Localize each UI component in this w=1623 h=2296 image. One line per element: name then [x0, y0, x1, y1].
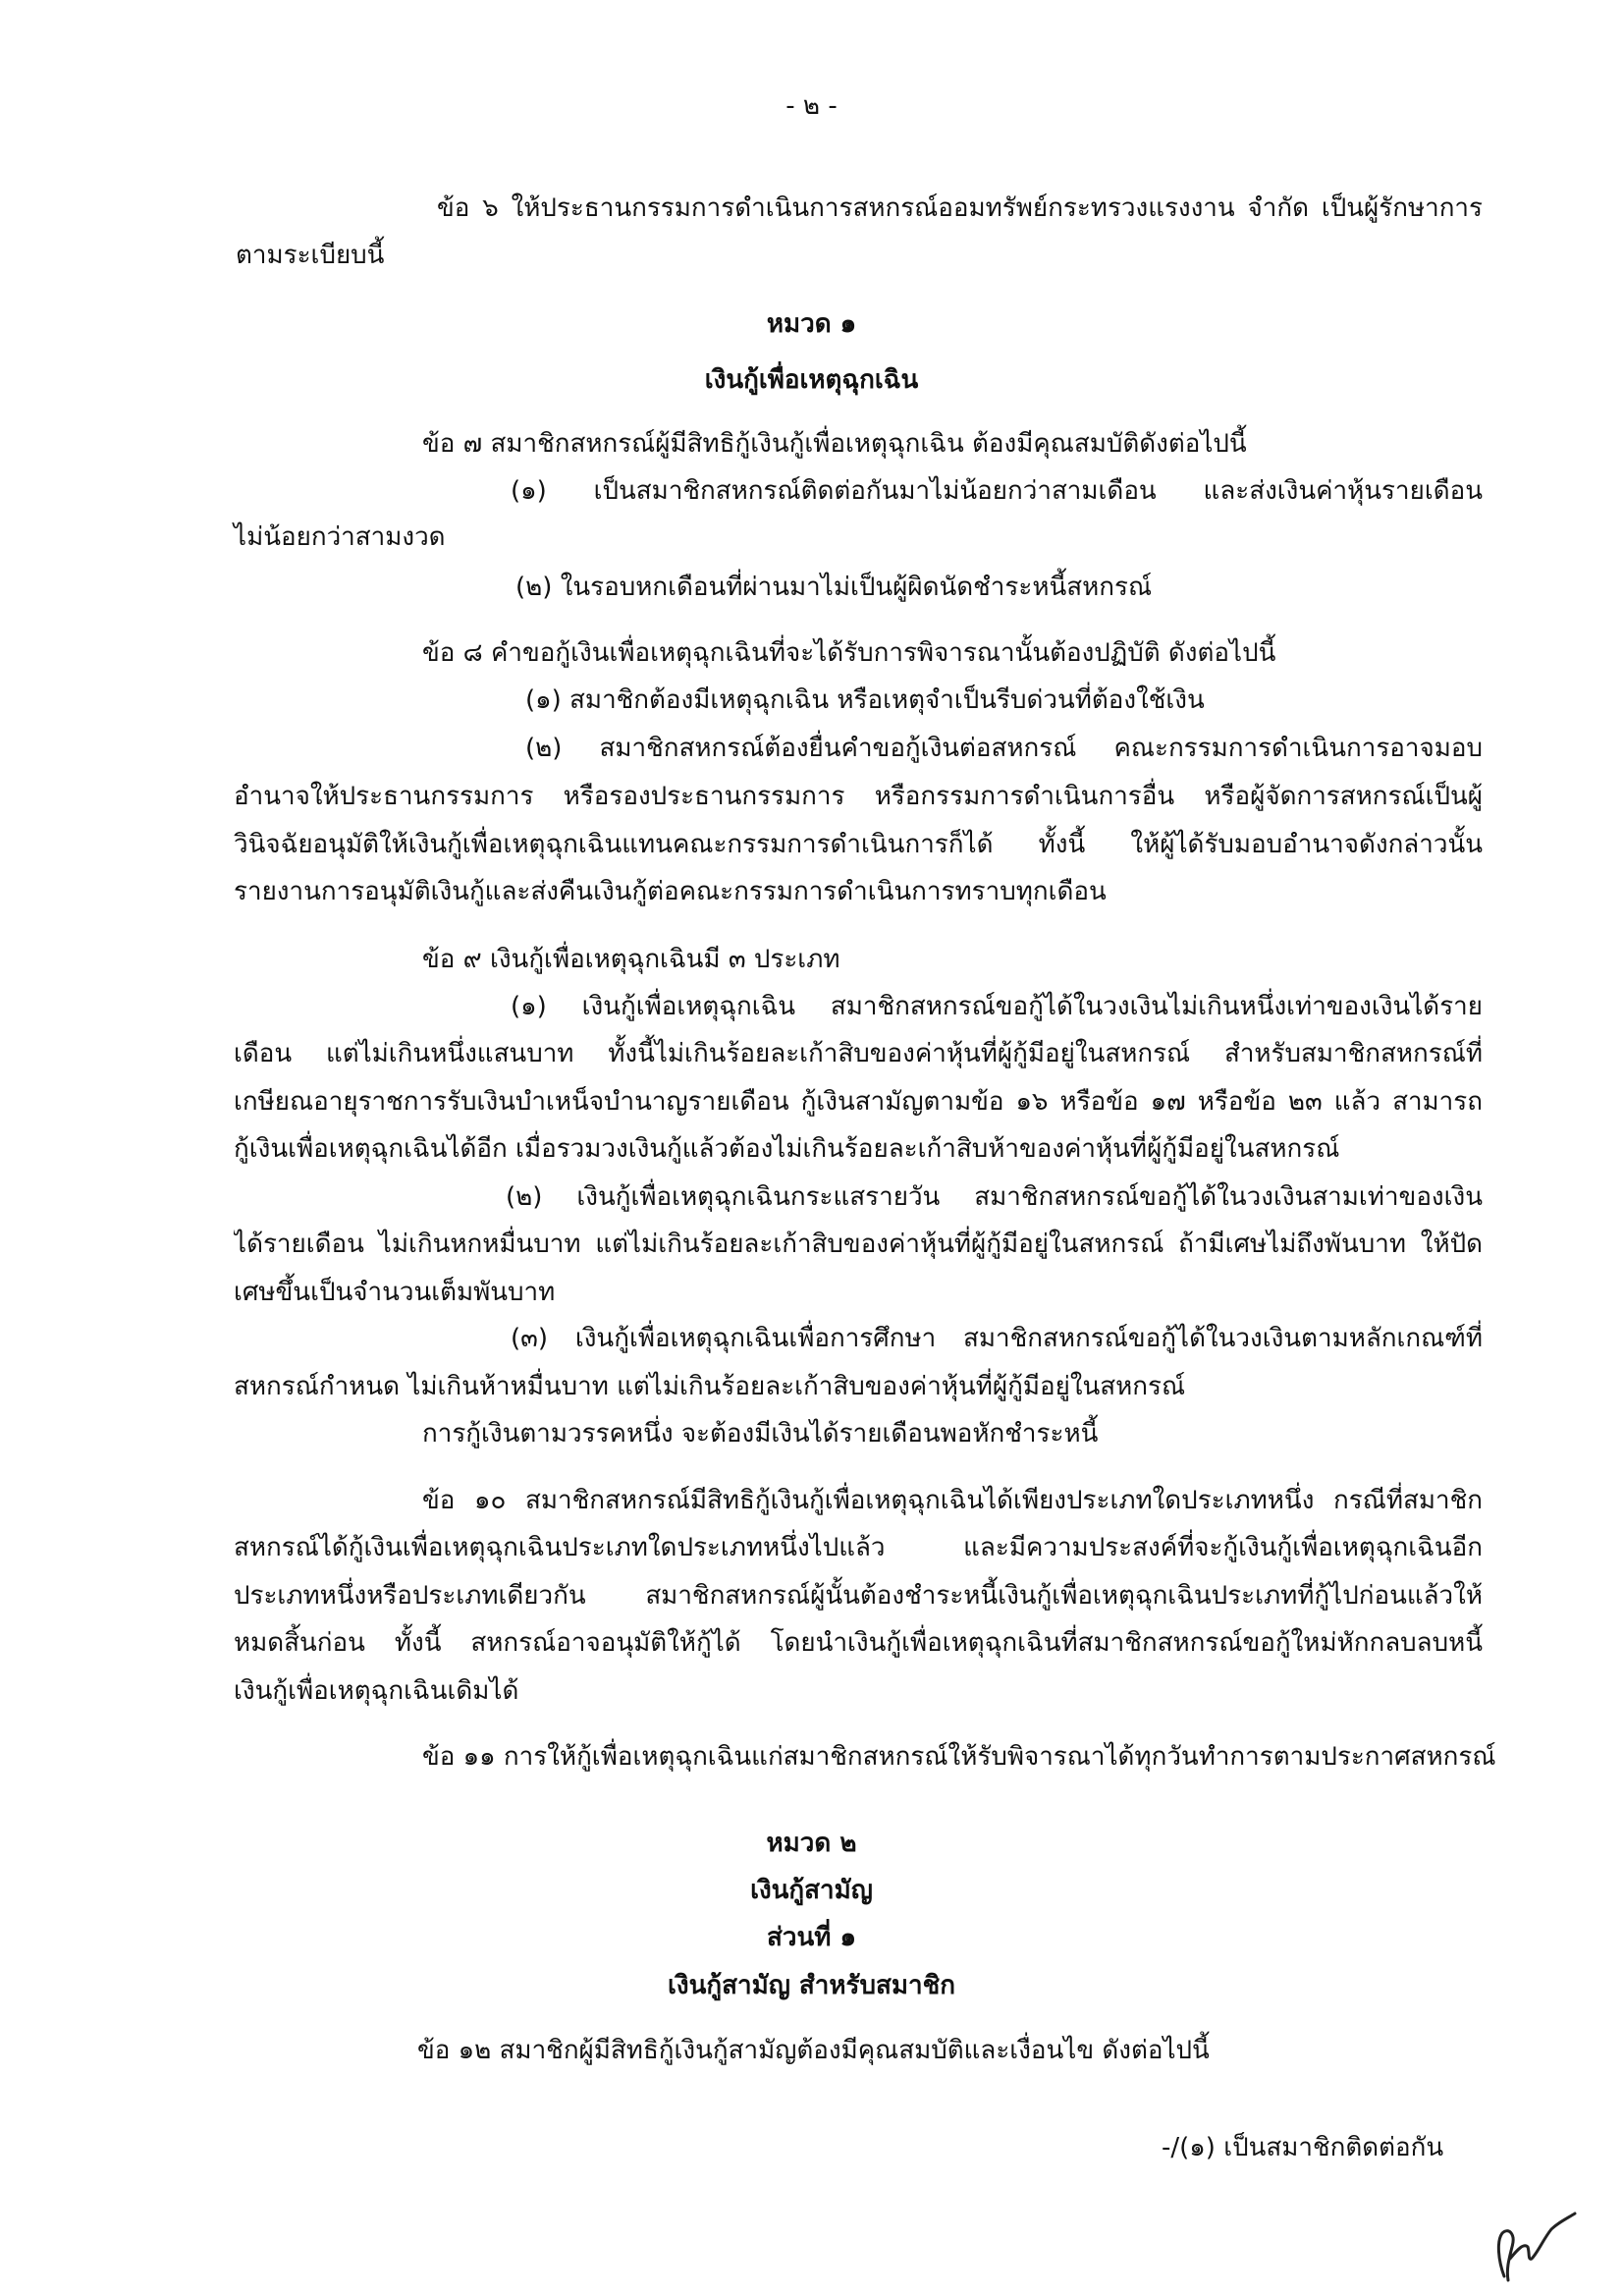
clause-8-item-2-line-1: (๒) สมาชิกสหกรณ์ต้องยื่นคำขอกู้เงินต่อสหกรณ์ คณะกรรมการดำเนินการอาจมอบ — [525, 734, 1483, 763]
clause-6-line-1: ข้อ ๖ ให้ประธานกรรมการดำเนินการสหกรณ์ออมทรัพย์กระทรวงแรงงาน จำกัด เป็นผู้รักษาการ — [437, 193, 1483, 223]
clause-10-line-2: สหกรณ์ได้กู้เงินเพื่อเหตุฉุกเฉินประเภทใดประเภทหนึ่งไปแล้ว และมีความประสงค์ที่จะกู้เงินกู้เพื่อเหตุฉุกเฉินอีก — [234, 1533, 1483, 1562]
clause-9-item-1-line-2: เดือน แต่ไม่เกินหนึ่งแสนบาท ทั้งนี้ไม่เกินร้อยละเก้าสิบของค่าหุ้นที่ผู้กู้มีอยู่ในสหกรณ์ สำหรับสมาชิกสหกรณ์ที่ — [234, 1039, 1483, 1068]
clause-9-item-3-line-2: สหกรณ์กำหนด ไม่เกินห้าหมื่นบาท แต่ไม่เกินร้อยละเก้าสิบของค่าหุ้นที่ผู้กู้มีอยู่ในสหกรณ์ — [234, 1372, 1186, 1401]
clause-10-line-1: ข้อ ๑๐ สมาชิกสหกรณ์มีสิทธิกู้เงินกู้เพื่อเหตุฉุกเฉินได้เพียงประเภทใดประเภทหนึ่ง กรณีที่สมาชิก — [422, 1486, 1483, 1515]
clause-9-item-2-line-3: เศษขึ้นเป็นจำนวนเต็มพันบาท — [234, 1278, 556, 1307]
clause-7-item-1-line-2: ไม่น้อยกว่าสามงวด — [234, 522, 446, 552]
clause-8-item-2-line-3: วินิจฉัยอนุมัติให้เงินกู้เพื่อเหตุฉุกเฉินแทนคณะกรรมการดำเนินการก็ได้ ทั้งนี้ ให้ผู้ได้รับมอบอำนาจดังกล่าวนั้น — [234, 830, 1483, 859]
clause-10-line-4: หมดสิ้นก่อน ทั้งนี้ สหกรณ์อาจอนุมัติให้กู้ได้ โดยนำเงินกู้เพื่อเหตุฉุกเฉินที่สมาชิกสหกรณ์ขอกู้ใหม่หักกลบลบหนี้ — [234, 1628, 1483, 1658]
clause-8-item-1: (๑) สมาชิกต้องมีเหตุฉุกเฉิน หรือเหตุจำเป็นรีบด่วนที่ต้องใช้เงิน — [525, 685, 1205, 715]
part-1-heading: ส่วนที่ ๑ — [767, 1923, 856, 1952]
chapter-2-heading: หมวด ๒ — [766, 1829, 857, 1858]
clause-9-item-1-line-4: กู้เงินเพื่อเหตุฉุกเฉินได้อีก เมื่อรวมวงเงินกู้แล้วต้องไม่เกินร้อยละเก้าสิบห้าของค่าหุ้นที่ผู้กู้มีอยู่ในสหกรณ์ — [234, 1134, 1340, 1164]
clause-9-paragraph-2: การกู้เงินตามวรรคหนึ่ง จะต้องมีเงินได้รายเดือนพอหักชำระหนี้ — [422, 1419, 1099, 1449]
clause-9-line-1: ข้อ ๙ เงินกู้เพื่อเหตุฉุกเฉินมี ๓ ประเภท — [422, 945, 840, 974]
clause-8-line-1: ข้อ ๘ คำขอกู้เงินเพื่อเหตุฉุกเฉินที่จะได้รับการพิจารณานั้นต้องปฏิบัติ ดังต่อไปนี้ — [422, 638, 1276, 668]
clause-10-line-3: ประเภทหนึ่งหรือประเภทเดียวกัน สมาชิกสหกรณ์ผู้นั้นต้องชำระหนี้เงินกู้เพื่อเหตุฉุกเฉินประเภทที่กู้ไปก่อนแล้วให้ — [234, 1581, 1483, 1611]
clause-9-item-2-line-1: (๒) เงินกู้เพื่อเหตุฉุกเฉินกระแสรายวัน สมาชิกสหกรณ์ขอกู้ได้ในวงเงินสามเท่าของเงิน — [506, 1182, 1483, 1212]
clause-8-item-2-line-2: อำนาจให้ประธานกรรมการ หรือรองประธานกรรมการ หรือกรรมการดำเนินการอื่น หรือผู้จัดการสหกรณ์เป็นผู้ — [234, 782, 1483, 811]
clause-9-item-1-line-3: เกษียณอายุราชการรับเงินบำเหน็จบำนาญรายเดือน กู้เงินสามัญตามข้อ ๑๖ หรือข้อ ๑๗ หรือข้อ ๒๓ แล้ว สามารถ — [234, 1087, 1483, 1117]
chapter-1-title: เงินกู้เพื่อเหตุฉุกเฉิน — [704, 365, 919, 395]
clause-7-line-1: ข้อ ๗ สมาชิกสหกรณ์ผู้มีสิทธิกู้เงินกู้เพื่อเหตุฉุกเฉิน ต้องมีคุณสมบัติดังต่อไปนี้ — [422, 429, 1247, 459]
chapter-1-heading: หมวด ๑ — [766, 309, 857, 339]
clause-7-item-1-line-1: (๑) เป็นสมาชิกสหกรณ์ติดต่อกันมาไม่น้อยกว่าสามเดือน และส่งเงินค่าหุ้นรายเดือน — [511, 476, 1483, 506]
clause-9-item-2-line-2: ได้รายเดือน ไม่เกินหกหมื่นบาท แต่ไม่เกินร้อยละเก้าสิบของค่าหุ้นที่ผู้กู้มีอยู่ในสหกรณ์ ถ้ามีเศษไม่ถึงพันบาท ให้ปัด — [234, 1230, 1483, 1259]
signature-initials — [1473, 2200, 1591, 2288]
continuation-note: -/(๑) เป็นสมาชิกติดต่อกัน — [1162, 2133, 1444, 2162]
page-number: - ๒ - — [785, 91, 838, 121]
chapter-2-title: เงินกู้สามัญ — [750, 1876, 873, 1905]
clause-11: ข้อ ๑๑ การให้กู้เพื่อเหตุฉุกเฉินแก่สมาชิกสหกรณ์ให้รับพิจารณาได้ทุกวันทำการตามประกาศสหกรณ์ — [422, 1742, 1496, 1772]
clause-12-line-1: ข้อ ๑๒ สมาชิกผู้มีสิทธิกู้เงินกู้สามัญต้องมีคุณสมบัติและเงื่อนไข ดังต่อไปนี้ — [417, 2036, 1210, 2065]
clause-8-item-2-line-4: รายงานการอนุมัติเงินกู้และส่งคืนเงินกู้ต่อคณะกรรมการดำเนินการทราบทุกเดือน — [234, 877, 1107, 906]
clause-7-item-2: (๒) ในรอบหกเดือนที่ผ่านมาไม่เป็นผู้ผิดนัดชำระหนี้สหกรณ์ — [515, 573, 1153, 602]
clause-10-line-5: เงินกู้เพื่อเหตุฉุกเฉินเดิมได้ — [234, 1676, 519, 1706]
clause-6-line-2: ตามระเบียบนี้ — [236, 241, 385, 270]
part-1-title: เงินกู้สามัญ สำหรับสมาชิก — [668, 1971, 955, 2000]
clause-9-item-3-line-1: (๓) เงินกู้เพื่อเหตุฉุกเฉินเพื่อการศึกษา สมาชิกสหกรณ์ขอกู้ได้ในวงเงินตามหลักเกณฑ์ที่ — [511, 1324, 1483, 1353]
clause-9-item-1-line-1: (๑) เงินกู้เพื่อเหตุฉุกเฉิน สมาชิกสหกรณ์ขอกู้ได้ในวงเงินไม่เกินหนึ่งเท่าของเงินได้ราย — [511, 992, 1483, 1021]
